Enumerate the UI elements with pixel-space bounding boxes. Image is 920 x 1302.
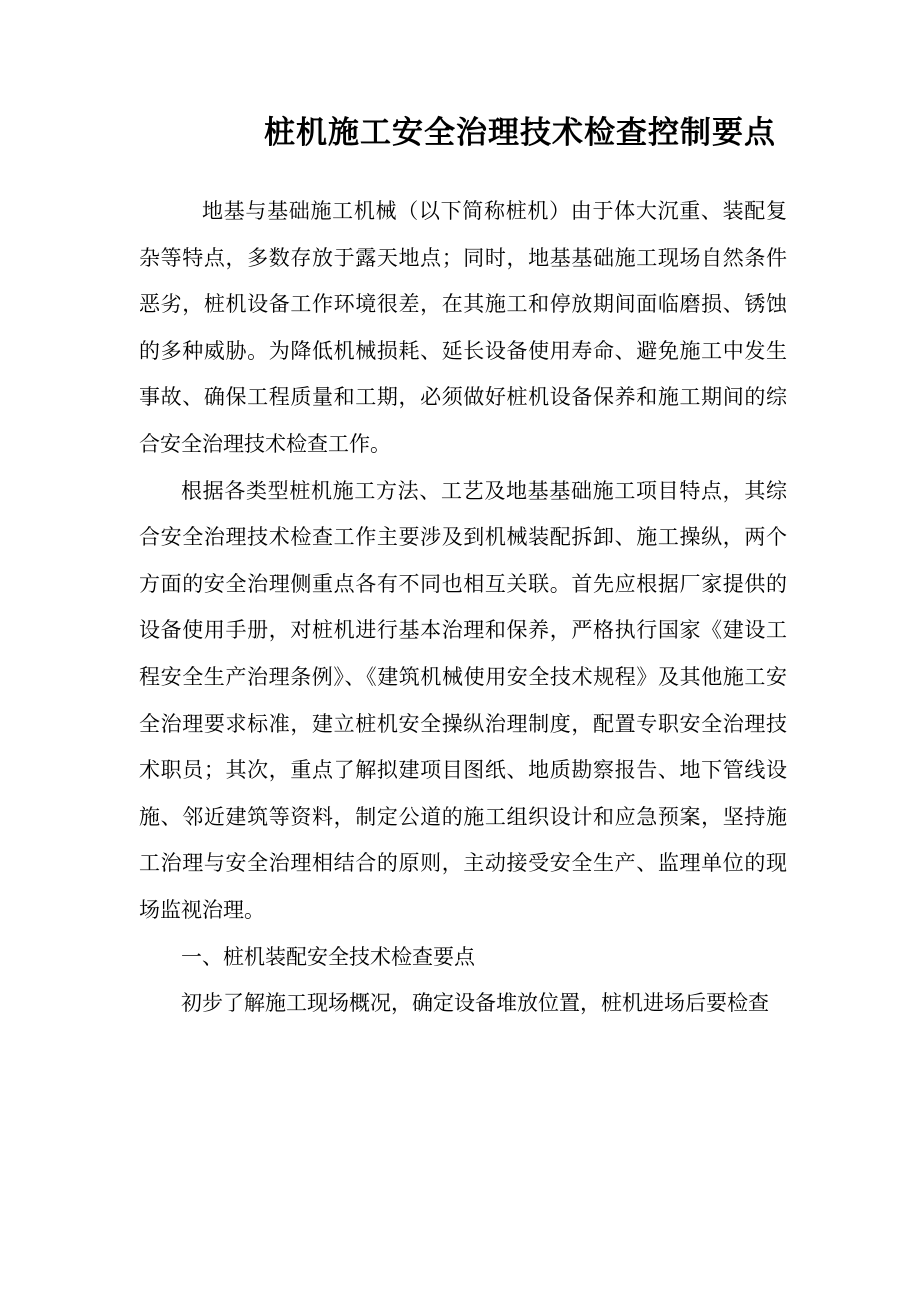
paragraph-assembly: 初步了解施工现场概况，确定设备堆放位置，桩机进场后要检查 <box>181 991 769 1016</box>
document-body <box>139 188 787 1027</box>
paragraph-intro: 地基与基础施工机械（以下简称桩机）由于体大沉重、装配复杂等特点，多数存放于露天地点；同时，地基基础施工现场自然条件恶劣，桩机设备工作环境很差，在其施工和停放期间面临磨损、锈蚀的多种威胁。为降低机械损耗、延长设备使用寿命、避免施工中发生事故、确保工程质量和工期，必须做好桩机设备保养和施工期间的综合安全治理技术检查工作。 <box>139 199 787 456</box>
section-heading-assembly: 一、桩机装配安全技术检查要点 <box>181 944 475 969</box>
document-title: 桩机施工安全治理技术检查控制要点 <box>264 115 776 151</box>
paragraph-overview: 根据各类型桩机施工方法、工艺及地基基础施工项目特点，其综合安全治理技术检查工作主要涉及到机械装配拆卸、施工操纵，两个方面的安全治理侧重点各有不同也相互关联。首先应根据厂家提供的设备使用手册，对桩机进行基本治理和保养，严格执行国家《建设工程安全生产治理条例》、《建筑机械使用安全技术规程》及其他施工安全治理要求标准，建立桩机安全操纵治理制度，配置专职安全治理技术职员；其次，重点了解拟建项目图纸、地质勘察报告、地下管线设施、邻近建筑等资料，制定公道的施工组织设计和应急预案，坚持施工治理与安全治理相结合的原则，主动接受安全生产、监理单位的现场监视治理。 <box>139 478 787 922</box>
